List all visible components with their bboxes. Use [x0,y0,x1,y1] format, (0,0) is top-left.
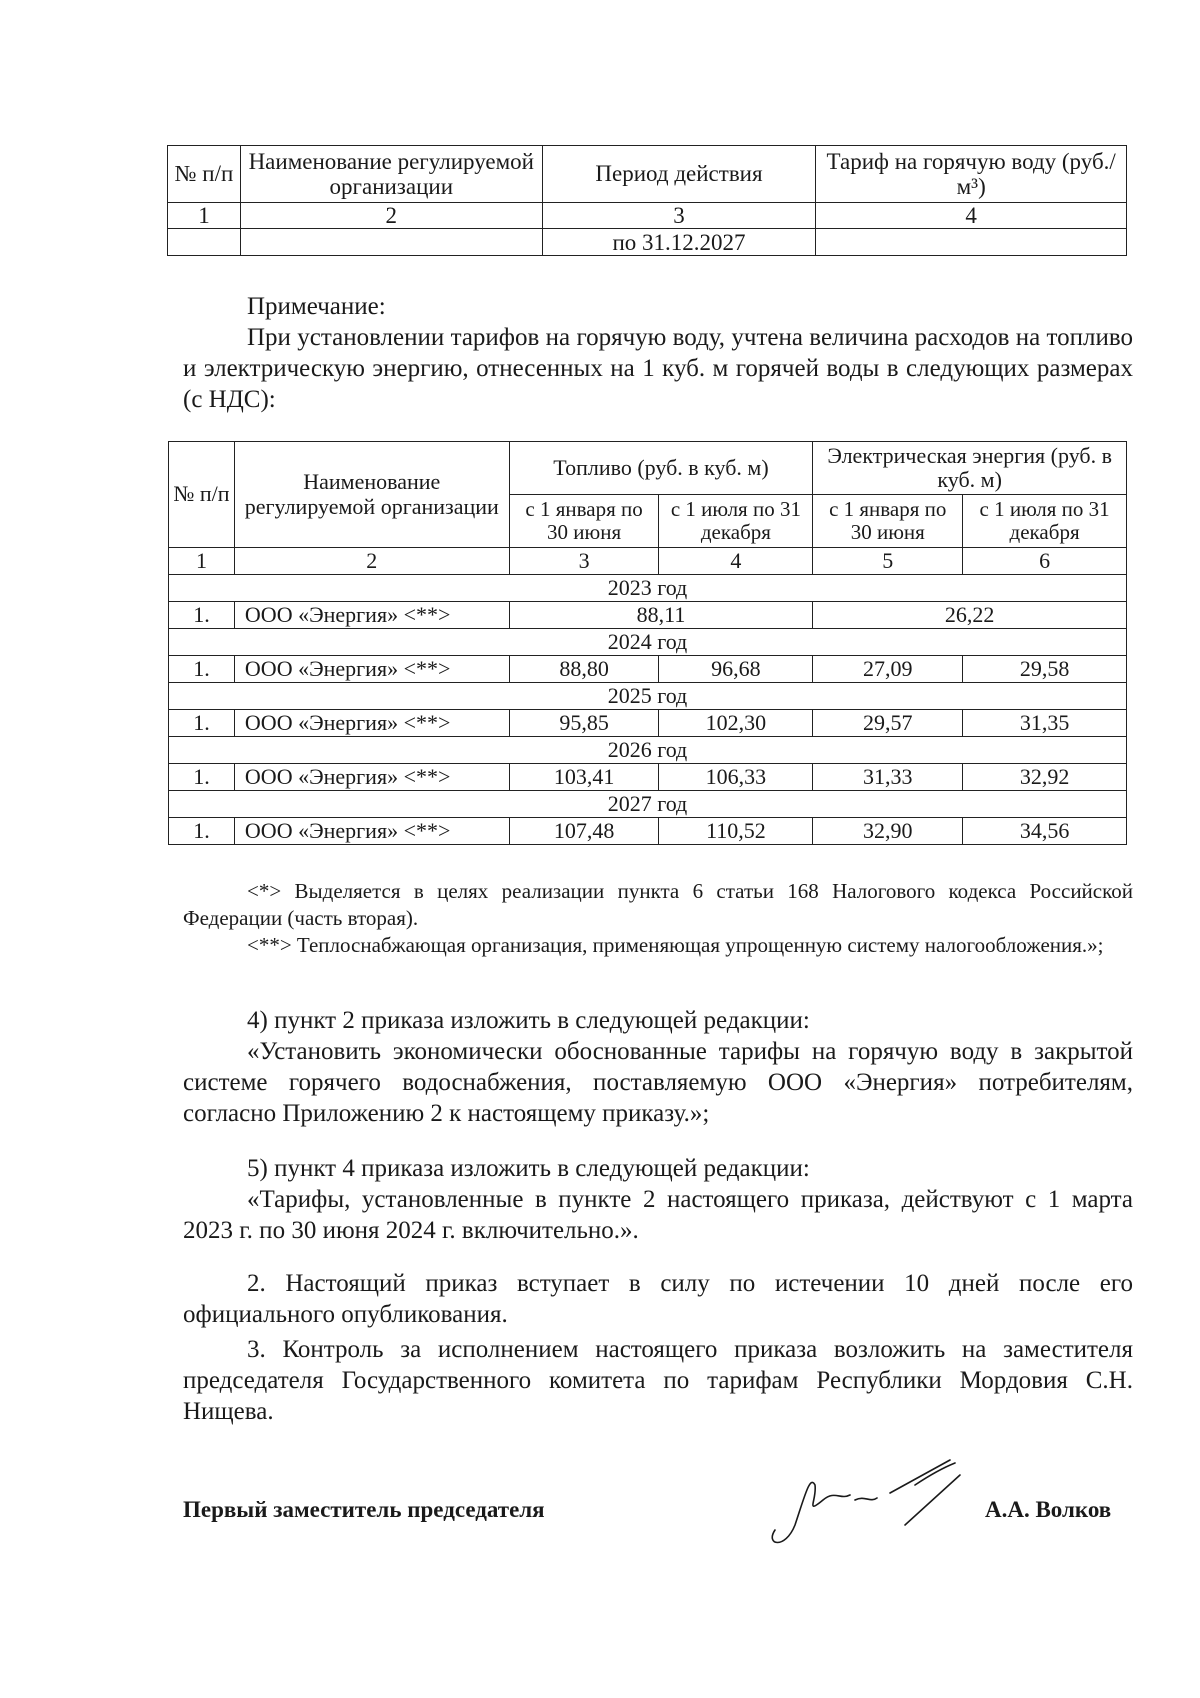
electricity-h1-value: 27,09 [813,656,963,683]
table-row [169,818,1127,845]
row-number: 1. [169,602,235,629]
column-number: 3 [509,548,659,575]
table-row [169,602,1127,629]
electricity-value: 26,22 [813,602,1127,629]
fuel-h1-value: 95,85 [509,710,659,737]
fuel-h2-value: 96,68 [659,656,813,683]
fuel-h2-value: 106,33 [659,764,813,791]
electricity-h1-value: 29,57 [813,710,963,737]
column-number: 4 [659,548,813,575]
header-cell: Тариф на горячую воду (руб./м³) [816,146,1127,203]
table-row [168,229,1127,256]
fuel-value: 88,11 [509,602,813,629]
org-name: ООО «Энергия» <**> [234,656,509,683]
item-2-text: 2. Настоящий приказ вступает в силу по истечении 10 дней после его официального опубликования. [183,1270,1133,1328]
year-row [169,575,1127,602]
fuel-h1-value: 107,48 [509,818,659,845]
org-name: ООО «Энергия» <**> [234,818,509,845]
table-cell [240,229,542,256]
note-text: При установлении тарифов на горячую воду, учтена величина расходов на топливо и электрическую энергию, отнесенных на 1 куб. м горячей воды в следующих размерах (с НДС): [183,324,1133,413]
column-number-row [169,548,1127,575]
column-number: 3 [542,203,816,229]
table-cell: по 31.12.2027 [542,229,816,256]
item-3-text: 3. Контроль за исполнением настоящего приказа возложить на заместителя председателя Государственного комитета по тарифам Республики Мордовия С.Н. Нищева. [183,1336,1133,1425]
org-name: ООО «Энергия» <**> [234,710,509,737]
table-row [169,710,1127,737]
signatory-title: Первый заместитель председателя [183,1497,545,1522]
header-cell: № п/п [168,146,241,203]
column-number: 1 [169,548,235,575]
electricity-h1-value: 32,90 [813,818,963,845]
electricity-h2-value: 34,56 [963,818,1127,845]
subheader-cell: с 1 января по 30 июня [813,495,963,548]
footnote-1: <*> Выделяется в целях реализации пункта 6 статьи 168 Налогового кодекса Российской Федерации (часть вторая). [183,879,1133,930]
item-5-text: «Тарифы, установленные в пункте 2 настоящего приказа, действуют с 1 марта 2023 г. по 30 июня 2024 г. включительно.». [183,1186,1133,1244]
year-label: 2025 год [169,683,1127,710]
fuel-h1-value: 103,41 [509,764,659,791]
electricity-h2-value: 31,35 [963,710,1127,737]
handwritten-signature [755,1455,985,1555]
item-4-title: 4) пункт 2 приказа изложить в следующей редакции: [247,1007,810,1034]
table-cell [816,229,1127,256]
header-cell: Электрическая энергия (руб. в куб. м) [813,442,1127,495]
subheader-cell: с 1 июля по 31 декабря [963,495,1127,548]
table-row [169,764,1127,791]
table-header-row [168,146,1127,203]
row-number: 1. [169,656,235,683]
org-name: ООО «Энергия» <**> [234,764,509,791]
fuel-h1-value: 88,80 [509,656,659,683]
row-number: 1. [169,710,235,737]
row-number: 1. [169,818,235,845]
column-number: 4 [816,203,1127,229]
signatory-name: А.А. Волков [985,1497,1112,1522]
subheader-cell: с 1 июля по 31 декабря [659,495,813,548]
row-number: 1. [169,764,235,791]
footnote-2: <**> Теплоснабжающая организация, применяющая упрощенную систему налогообложения.»; [247,933,1104,957]
column-number-row [168,203,1127,229]
year-row [169,791,1127,818]
header-cell: № п/п [169,442,235,548]
column-number: 2 [240,203,542,229]
table-cell [168,229,241,256]
item-4-text: «Установить экономически обоснованные тарифы на горячую воду в закрытой системе горячего водоснабжения, поставляемую ООО «Энергия» потребителям, согласно Приложению 2 к настоящему приказу.»; [183,1038,1133,1127]
electricity-h1-value: 31,33 [813,764,963,791]
item-5-title: 5) пункт 4 приказа изложить в следующей редакции: [247,1155,810,1182]
electricity-h2-value: 29,58 [963,656,1127,683]
fuel-h2-value: 110,52 [659,818,813,845]
year-row [169,737,1127,764]
note-title: Примечание: [247,293,386,320]
cost-breakdown-table [168,441,1127,845]
year-label: 2027 год [169,791,1127,818]
subheader-cell: с 1 января по 30 июня [509,495,659,548]
year-label: 2024 год [169,629,1127,656]
electricity-h2-value: 32,92 [963,764,1127,791]
year-label: 2023 год [169,575,1127,602]
header-cell: Период действия [542,146,816,203]
year-row [169,683,1127,710]
year-row [169,629,1127,656]
column-number: 6 [963,548,1127,575]
year-label: 2026 год [169,737,1127,764]
fuel-h2-value: 102,30 [659,710,813,737]
table-row [169,656,1127,683]
table-header-row [169,442,1127,495]
column-number: 5 [813,548,963,575]
hot-water-tariff-table [167,145,1127,256]
org-name: ООО «Энергия» <**> [234,602,509,629]
column-number: 2 [234,548,509,575]
header-cell: Топливо (руб. в куб. м) [509,442,813,495]
header-cell: Наименование регулируемой организации [240,146,542,203]
header-cell: Наименование регулируемой организации [234,442,509,548]
column-number: 1 [168,203,241,229]
